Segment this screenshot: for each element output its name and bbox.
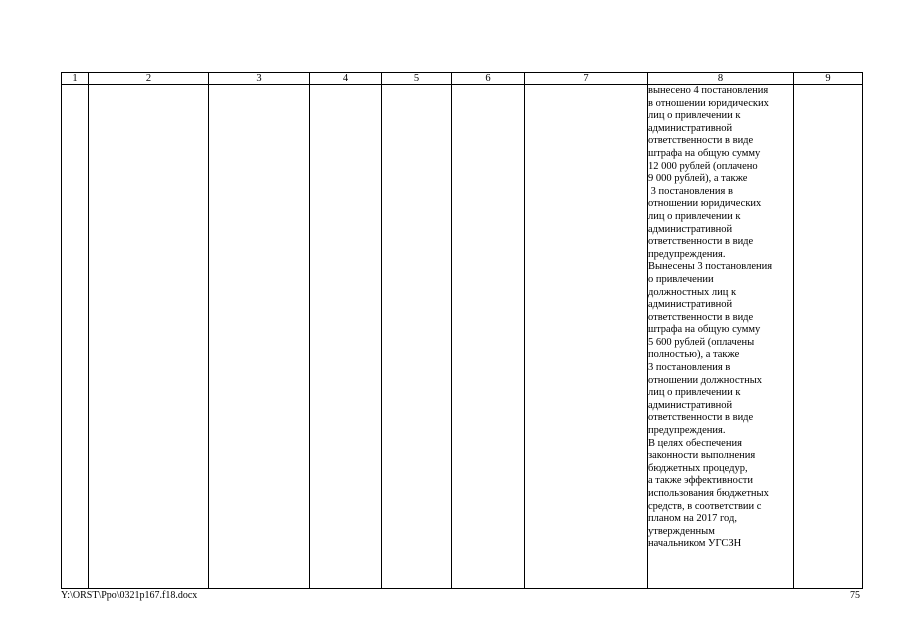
table-cell: [89, 85, 209, 589]
text-line: 9 000 рублей), а также: [648, 173, 748, 185]
text-line: 5 600 рублей (оплачены: [648, 336, 755, 348]
text-line: отношении юридических: [648, 198, 762, 210]
text-line: Вынесены 3 постановления: [648, 261, 773, 273]
text-line: В целях обеспечения: [648, 437, 742, 449]
measures-text-cell: [648, 85, 794, 589]
text-line: предупреждения.: [648, 248, 726, 260]
footer-file-path: Y:\ORST\Ppo\0321p167.f18.docx: [61, 590, 198, 601]
text-line: ответственности в виде: [648, 236, 754, 248]
text-line: вынесено 4 постановления: [648, 85, 769, 96]
text-line: ответственности в виде: [648, 412, 754, 424]
header-row: [62, 73, 863, 85]
text-line: административной: [648, 122, 733, 134]
text-line: предупреждения.: [648, 425, 726, 437]
page-number: 75: [850, 590, 860, 601]
document-table: [61, 72, 863, 589]
text-line: административной: [648, 223, 733, 235]
text-line: утвержденным: [648, 525, 715, 537]
text-line: ответственности в виде: [648, 135, 754, 147]
text-line: планом на 2017 год,: [648, 513, 737, 525]
column-header: 2: [89, 73, 209, 85]
column-header: 4: [310, 73, 382, 85]
text-line: в отношении юридических: [648, 97, 769, 109]
text-line: административной: [648, 399, 733, 411]
text-line: 3 постановления в: [648, 185, 733, 197]
text-line: ответственности в виде: [648, 311, 754, 323]
table-cell: [794, 85, 863, 589]
table-cell: [209, 85, 310, 589]
table-cell: [382, 85, 452, 589]
text-line: средств, в соответствии с: [648, 500, 762, 512]
text-line: о привлечении: [648, 273, 714, 285]
column-header: 6: [452, 73, 525, 85]
table-cell: [62, 85, 89, 589]
text-line: отношении должностных: [648, 374, 763, 386]
text-line: 3 постановления в: [648, 362, 731, 374]
column-header: 8: [648, 73, 794, 85]
column-header: 3: [209, 73, 310, 85]
column-header: 1: [62, 73, 89, 85]
table-cell: [452, 85, 525, 589]
text-line: полностью), а также: [648, 349, 740, 361]
column-header: 5: [382, 73, 452, 85]
text-line: должностных лиц к: [648, 286, 737, 298]
text-line: а также эффективности: [648, 475, 753, 487]
text-line: штрафа на общую сумму: [648, 324, 761, 336]
text-line: законности выполнения: [648, 450, 756, 462]
column-header: 7: [525, 73, 648, 85]
text-line: начальником УГСЗН: [648, 538, 742, 550]
table-cell: [525, 85, 648, 589]
text-line: штрафа на общую сумму: [648, 147, 761, 159]
text-line: лиц о привлечении к: [648, 110, 741, 122]
column-header: 9: [794, 73, 863, 85]
text-line: административной: [648, 299, 733, 311]
text-line: использования бюджетных: [648, 488, 769, 499]
text-line: лиц о привлечении к: [648, 387, 741, 399]
text-line: лиц о привлечении к: [648, 210, 741, 222]
text-line: 12 000 рублей (оплачено: [648, 160, 758, 172]
table-cell: [310, 85, 382, 589]
text-line: бюджетных процедур,: [648, 462, 748, 474]
table-row: [62, 85, 863, 589]
